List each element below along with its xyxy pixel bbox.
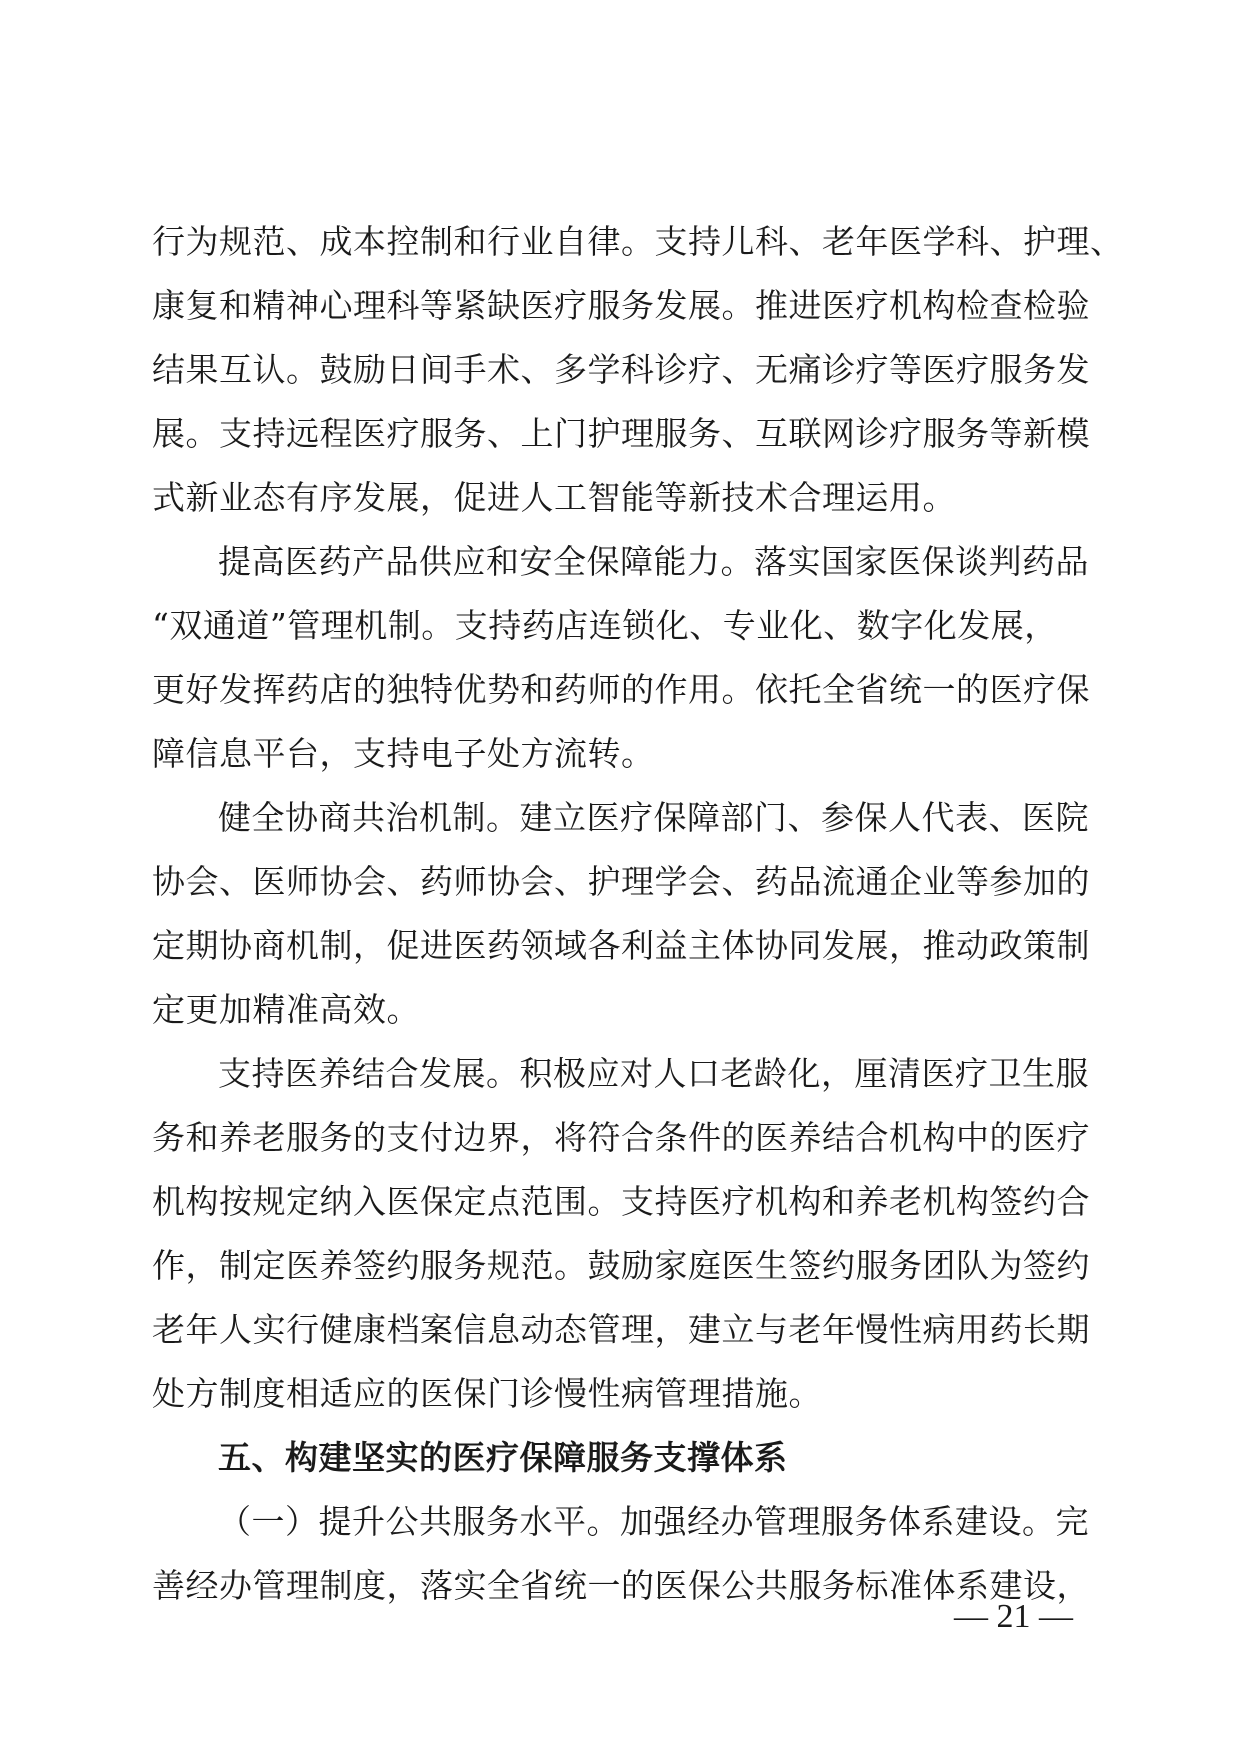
text-line: 行为规范、成本控制和行业自律。支持儿科、老年医学科、护理、 [152, 222, 1124, 261]
text-line: 康复和精神心理科等紧缺医疗服务发展。推进医疗机构检查检验 [152, 286, 1090, 325]
text-line: 善经办管理制度，落实全省统一的医保公共服务标准体系建设， [152, 1566, 1090, 1605]
text-line: 定更加精准高效。 [152, 990, 420, 1029]
text-line: 务和养老服务的支付边界，将符合条件的医养结合机构中的医疗 [152, 1118, 1090, 1157]
text-line: 展。支持远程医疗服务、上门护理服务、互联网诊疗服务等新模 [152, 414, 1090, 453]
text-line: 协会、医师协会、药师协会、护理学会、药品流通企业等参加的 [152, 862, 1090, 901]
text-line: 结果互认。鼓励日间手术、多学科诊疗、无痛诊疗等医疗服务发 [152, 350, 1090, 389]
paragraph-start-line: （一）提升公共服务水平。加强经办管理服务体系建设。完 [218, 1502, 1089, 1541]
text-line: 作，制定医养签约服务规范。鼓励家庭医生签约服务团队为签约 [152, 1246, 1090, 1285]
text-line: 处方制度相适应的医保门诊慢性病管理措施。 [152, 1374, 822, 1413]
paragraph-start-line: 提高医药产品供应和安全保障能力。落实国家医保谈判药品 [218, 542, 1089, 581]
text-line: 机构按规定纳入医保定点范围。支持医疗机构和养老机构签约合 [152, 1182, 1090, 1221]
text-line: “双通道”管理机制。支持药店连锁化、专业化、数字化发展， [152, 606, 1058, 645]
text-line: 定期协商机制，促进医药领域各利益主体协同发展，推动政策制 [152, 926, 1090, 965]
paragraph-start-line: 支持医养结合发展。积极应对人口老龄化，厘清医疗卫生服 [218, 1054, 1089, 1093]
page-number: — 21 — [954, 1598, 1073, 1635]
section-heading: 五、构建坚实的医疗保障服务支撑体系 [218, 1438, 788, 1477]
text-line: 障信息平台，支持电子处方流转。 [152, 734, 655, 773]
text-line: 更好发挥药店的独特优势和药师的作用。依托全省统一的医疗保 [152, 670, 1090, 709]
text-line: 老年人实行健康档案信息动态管理，建立与老年慢性病用药长期 [152, 1310, 1090, 1349]
text-line: 式新业态有序发展，促进人工智能等新技术合理运用。 [152, 478, 956, 517]
paragraph-start-line: 健全协商共治机制。建立医疗保障部门、参保人代表、医院 [218, 798, 1089, 837]
